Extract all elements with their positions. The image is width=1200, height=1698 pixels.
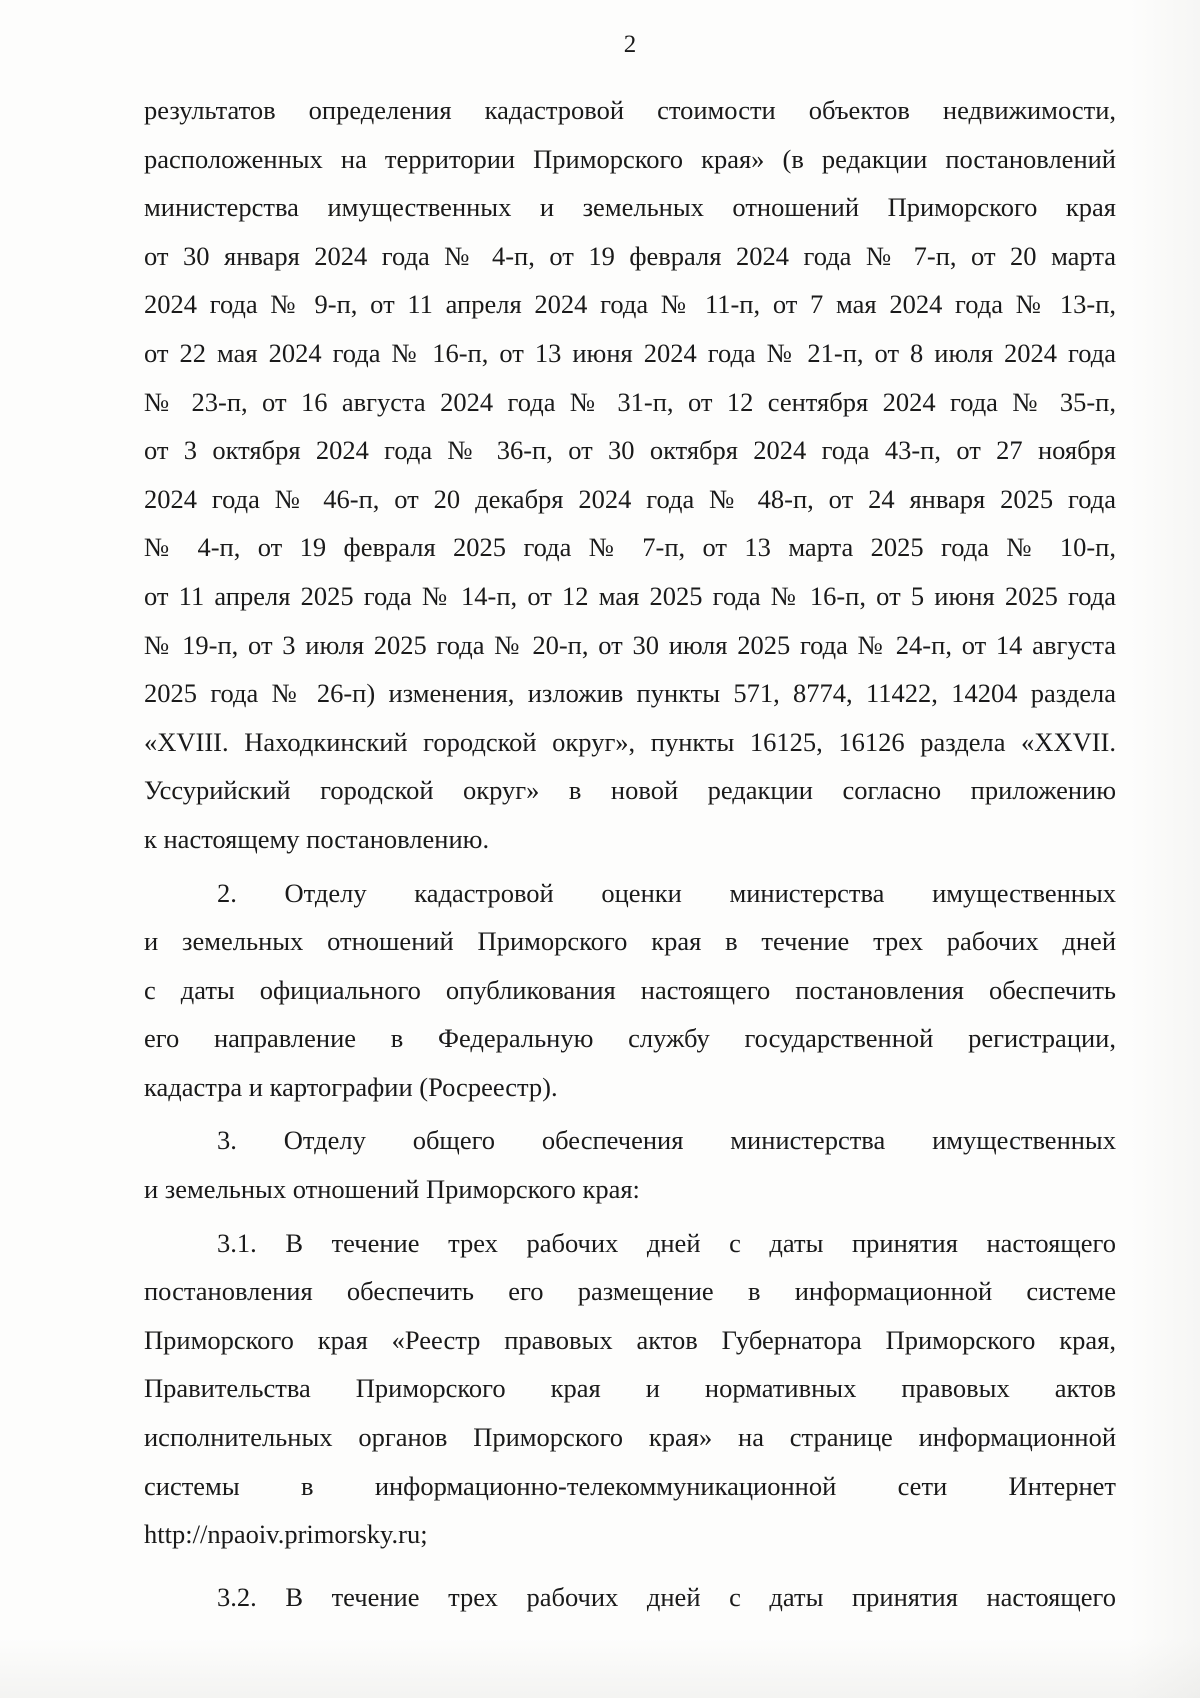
document-body bbox=[144, 86, 1116, 1621]
paragraph-3-2-first-line: 3.2. В течение трех рабочих дней с даты принятия настоящего bbox=[217, 1581, 1116, 1612]
text-line: от 22 мая 2024 года № 16-п, от 13 июня 2024 года № 21-п, от 8 июля 2024 года bbox=[144, 337, 1116, 368]
text-line: кадастра и картографии (Росреестр). bbox=[144, 1071, 558, 1102]
text-line: № 19-п, от 3 июля 2025 года № 20-п, от 30 июля 2025 года № 24-п, от 14 августа bbox=[144, 629, 1116, 660]
url-line: http://npaoiv.primorsky.ru; bbox=[144, 1519, 428, 1550]
text-line: результатов определения кадастровой стоимости объектов недвижимости, bbox=[144, 95, 1116, 125]
text-line: с даты официального опубликования настоящего постановления обеспечить bbox=[144, 974, 1116, 1005]
text-line: к настоящему постановлению. bbox=[144, 823, 490, 854]
text-line: 2024 года № 9-п, от 11 апреля 2024 года № 11-п, от 7 мая 2024 года № 13-п, bbox=[144, 289, 1116, 320]
text-line: расположенных на территории Приморского края» (в редакции постановлений bbox=[144, 143, 1116, 174]
page-number: 2 bbox=[623, 31, 637, 58]
text-line: 2024 года № 46-п, от 20 декабря 2024 года № 48-п, от 24 января 2025 года bbox=[144, 483, 1116, 514]
scan-shading bbox=[0, 1638, 1200, 1698]
paragraph-2-first-line: 2. Отделу кадастровой оценки министерства имущественных bbox=[217, 877, 1116, 908]
text-line: Приморского края «Реестр правовых актов Губернатора Приморского края, bbox=[144, 1324, 1116, 1355]
text-line: Уссурийский городской округ» в новой редакции согласно приложению bbox=[144, 775, 1116, 806]
text-line: системы в информационно-телекоммуникационной сети Интернет bbox=[144, 1470, 1116, 1501]
text-line: от 30 января 2024 года № 4-п, от 19 февраля 2024 года № 7-п, от 20 марта bbox=[144, 240, 1116, 271]
text-line: министерства имущественных и земельных отношений Приморского края bbox=[144, 192, 1116, 223]
text-line: № 23-п, от 16 августа 2024 года № 31-п, от 12 сентября 2024 года № 35-п, bbox=[144, 386, 1116, 417]
text-line: № 4-п, от 19 февраля 2025 года № 7-п, от 13 марта 2025 года № 10-п, bbox=[144, 532, 1116, 563]
text-line: «XVIII. Находкинский городской округ», пункты 16125, 16126 раздела «XXVII. bbox=[144, 726, 1116, 757]
text-line: постановления обеспечить его размещение в информационной системе bbox=[144, 1276, 1116, 1307]
scan-shading bbox=[1130, 0, 1200, 1698]
text-line: от 3 октября 2024 года № 36-п, от 30 октября 2024 года 43-п, от 27 ноября bbox=[144, 435, 1116, 466]
text-line: Правительства Приморского края и нормативных правовых актов bbox=[144, 1373, 1116, 1404]
paragraph-3-1-first-line: 3.1. В течение трех рабочих дней с даты принятия настоящего bbox=[217, 1227, 1116, 1258]
text-line: исполнительных органов Приморского края» на странице информационной bbox=[144, 1422, 1116, 1453]
paragraph-3-first-line: 3. Отделу общего обеспечения министерства имущественных bbox=[217, 1125, 1116, 1156]
text-line: и земельных отношений Приморского края: bbox=[144, 1174, 640, 1205]
text-line: его направление в Федеральную службу государственной регистрации, bbox=[144, 1023, 1116, 1054]
text-line: 2025 года № 26-п) изменения, изложив пункты 571, 8774, 11422, 14204 раздела bbox=[144, 678, 1116, 709]
text-line: от 11 апреля 2025 года № 14-п, от 12 мая 2025 года № 16-п, от 5 июня 2025 года bbox=[144, 580, 1116, 611]
text-line: и земельных отношений Приморского края в течение трех рабочих дней bbox=[144, 926, 1116, 957]
